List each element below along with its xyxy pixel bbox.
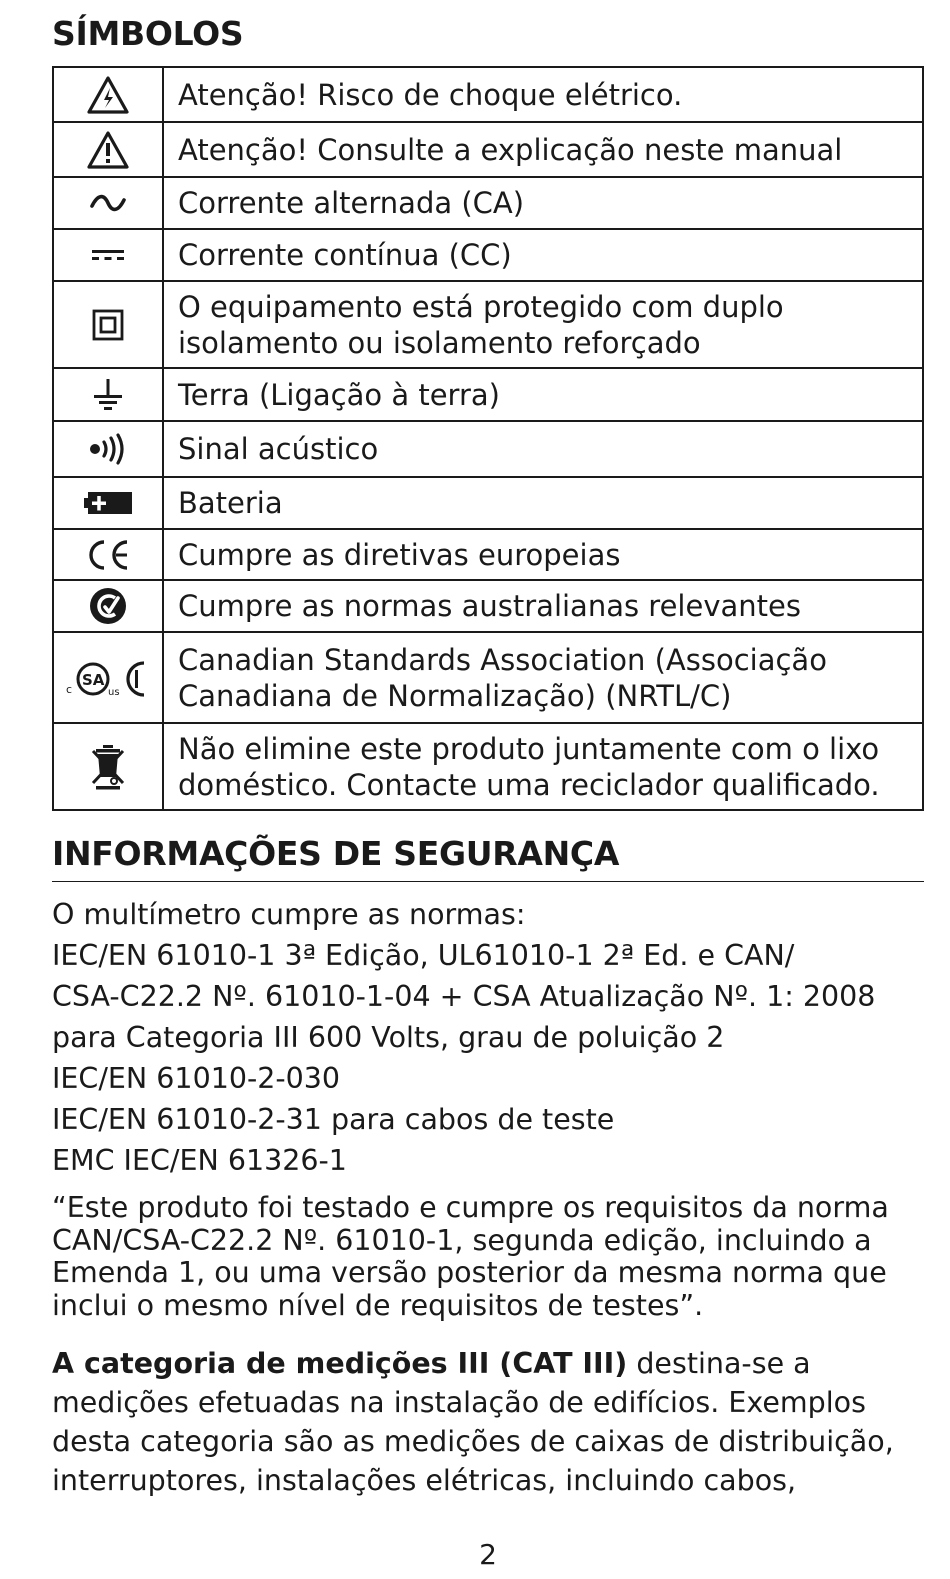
double-insulation-icon bbox=[53, 281, 163, 368]
symbol-row bbox=[53, 229, 923, 281]
safety-heading: INFORMAÇÕES DE SEGURANÇA bbox=[52, 834, 924, 882]
symbol-description: Cumpre as diretivas europeias bbox=[163, 529, 923, 580]
symbol-row bbox=[53, 580, 923, 632]
symbol-description: Sinal acústico bbox=[163, 421, 923, 477]
symbol-description: Não elimine este produto juntamente com o lixo doméstico. Contacte uma reciclador qualificado. bbox=[163, 723, 923, 810]
symbol-description: Canadian Standards Association (Associação Canadiana de Normalização) (NRTL/C) bbox=[163, 632, 923, 723]
symbol-row bbox=[53, 368, 923, 421]
standards-line: para Categoria III 600 Volts, grau de poluição 2 bbox=[52, 1021, 725, 1054]
csa-mark-icon bbox=[53, 632, 163, 723]
symbol-description: Atenção! Consulte a explicação neste manual bbox=[163, 122, 923, 177]
caution-warning-icon bbox=[53, 122, 163, 177]
electric-shock-warning-icon bbox=[53, 67, 163, 122]
symbol-row bbox=[53, 421, 923, 477]
symbols-table bbox=[52, 66, 924, 811]
standards-line: CSA-C22.2 Nº. 61010-1-04 + CSA Atualização Nº. 1: 2008 bbox=[52, 980, 876, 1013]
ce-mark-icon bbox=[53, 529, 163, 580]
symbol-description: Cumpre as normas australianas relevantes bbox=[163, 580, 923, 632]
symbol-row bbox=[53, 67, 923, 122]
svg-text:c: c bbox=[66, 682, 73, 696]
certification-quote: “Este produto foi testado e cumpre os requisitos da norma CAN/CSA-C22.2 Nº. 61010-1, segunda edição, incluindo a Emenda 1, ou uma versão posterior da mesma norma que inclui o mesmo nível de requisitos de testes”. bbox=[52, 1191, 889, 1322]
symbol-row bbox=[53, 281, 923, 368]
category-term: A categoria de medições III (CAT III) bbox=[52, 1347, 628, 1380]
symbols-heading: SÍMBOLOS bbox=[52, 14, 244, 53]
symbol-row bbox=[53, 529, 923, 580]
symbol-description: Atenção! Risco de choque elétrico. bbox=[163, 67, 923, 122]
svg-text:SA: SA bbox=[82, 670, 105, 689]
symbol-description: Terra (Ligação à terra) bbox=[163, 368, 923, 421]
symbol-description: Corrente alternada (CA) bbox=[163, 177, 923, 229]
battery-icon bbox=[53, 477, 163, 529]
audible-signal-icon bbox=[53, 421, 163, 477]
symbol-description: Bateria bbox=[163, 477, 923, 529]
page-number: 2 bbox=[479, 1538, 497, 1571]
alternating-current-icon bbox=[53, 177, 163, 229]
category-description: destina-se a medições efetuadas na instalação de edifícios. Exemplos desta categoria são as medições de caixas de distribuição, interruptores, instalações elétricas, incluindo cabos, bbox=[52, 1347, 894, 1497]
measurement-category-paragraph bbox=[52, 1344, 932, 1500]
symbol-row bbox=[53, 477, 923, 529]
symbol-row bbox=[53, 723, 923, 810]
standards-line: IEC/EN 61010-1 3ª Edição, UL61010-1 2ª Ed. e CAN/ bbox=[52, 939, 795, 972]
standards-line: IEC/EN 61010-2-31 para cabos de teste bbox=[52, 1103, 615, 1136]
symbol-row bbox=[53, 122, 923, 177]
standards-list bbox=[52, 894, 932, 1181]
symbol-row bbox=[53, 177, 923, 229]
ground-icon bbox=[53, 368, 163, 421]
weee-crossed-bin-icon bbox=[53, 723, 163, 810]
c-tick-mark-icon bbox=[53, 580, 163, 632]
symbol-description: O equipamento está protegido com duplo isolamento ou isolamento reforçado bbox=[163, 281, 923, 368]
svg-text:us: us bbox=[108, 686, 120, 698]
symbol-row bbox=[53, 632, 923, 723]
direct-current-icon bbox=[53, 229, 163, 281]
standards-line: O multímetro cumpre as normas: bbox=[52, 898, 526, 931]
standards-line: EMC IEC/EN 61326-1 bbox=[52, 1144, 347, 1177]
standards-line: IEC/EN 61010-2-030 bbox=[52, 1062, 341, 1095]
symbol-description: Corrente contínua (CC) bbox=[163, 229, 923, 281]
